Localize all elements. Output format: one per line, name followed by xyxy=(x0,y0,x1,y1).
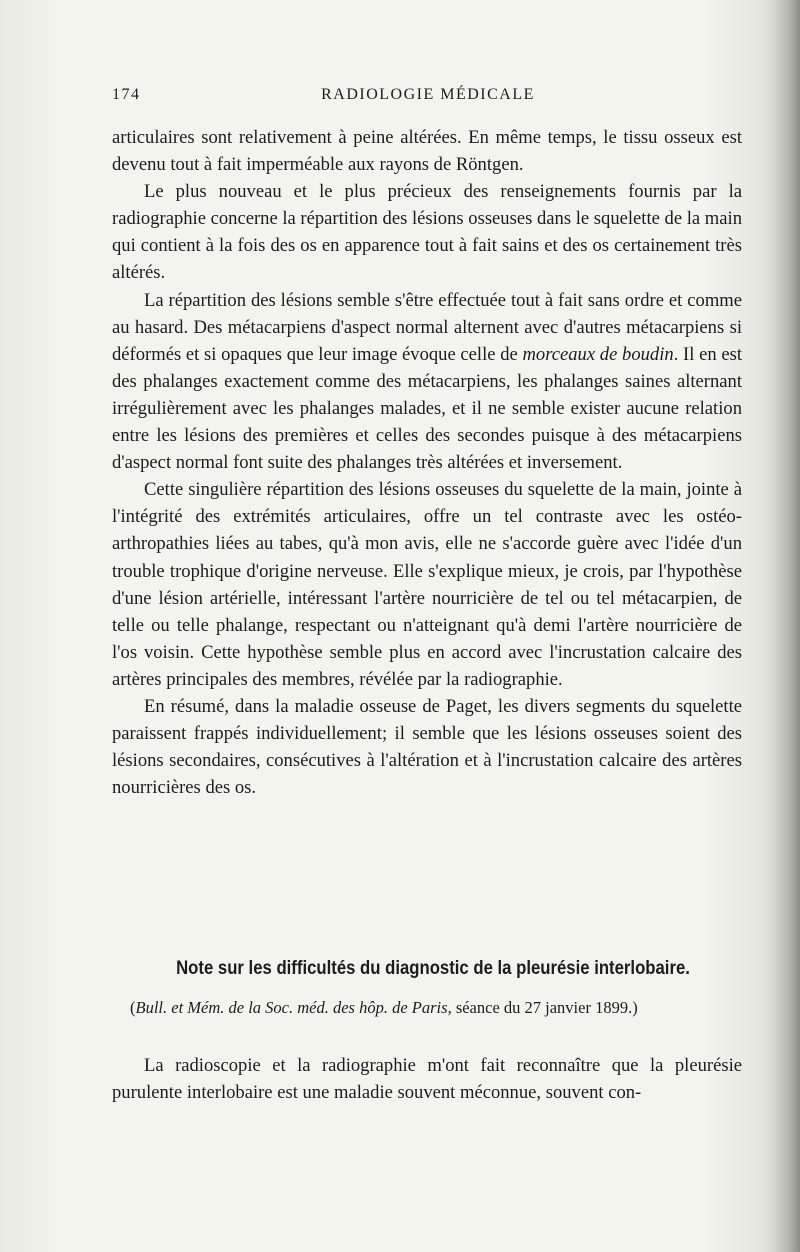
paragraph-2: Le plus nouveau et le plus précieux des renseignements fournis par la radiographie concerne la répartition des lésions osseuses dans le squelette de la main qui contient à la fois des os en apparence tout à fait sains et des os certainement très altérés. xyxy=(112,181,742,284)
running-title: RADIOLOGIE MÉDICALE xyxy=(321,86,535,103)
paragraph-1: articulaires sont relativement à peine altérées. En même temps, le tissu osseux est devenu tout à fait imperméable aux rayons de Röntgen. xyxy=(112,127,742,176)
paragraph-4: Cette singulière répartition des lésions osseuses du squelette de la main, jointe à l'intégrité des extrémités articulaires, offre un tel contraste avec les ostéo-arthropathies liées au tabes, qu'à mon avis, elle ne s'accorde guère avec l'idée d'un trouble trophique d'origine nerveuse. Elle s'explique mieux, je crois, par l'hypothèse d'une lésion artérielle, intéressant l'artère nourricière de tel ou tel métacarpien, de telle ou telle phalange, respectant ou n'atteignant qu'à demi l'artère nourricière de l'os voisin. Cette hypothèse semble plus en accord avec l'incrustation calcaire des artères principales des membres, révélée par la radiographie. xyxy=(112,479,742,690)
citation xyxy=(130,998,742,1018)
citation-open: ( xyxy=(130,998,136,1017)
citation-date: , séance du 27 janvier 1899.) xyxy=(447,998,638,1017)
article-title: Note sur les difficultés du diagnostic de la pleurésie interlobaire. xyxy=(176,958,690,979)
page-edge-shadow xyxy=(772,0,800,1252)
paragraph-3 xyxy=(112,287,742,477)
article-heading xyxy=(112,958,742,1018)
body-text xyxy=(112,124,742,801)
citation-source: Bull. et Mém. de la Soc. méd. des hôp. de Paris xyxy=(135,998,448,1017)
paragraph-5: En résumé, dans la maladie osseuse de Paget, les divers segments du squelette paraissent frappés individuellement; il semble que les lésions osseuses soient des lésions secondaires, consécutives à l'altération et à l'incrustation calcaire des artères nourricières des os. xyxy=(112,695,742,799)
article-intro-paragraph: La radioscopie et la radiographie m'ont fait reconnaître que la pleurésie purulente interlobaire est une maladie souvent méconnue, souvent con- xyxy=(112,1055,742,1104)
paragraph-3-after: . Il en est des phalanges exactement comme des métacarpiens, les phalanges saines alternant irrégulièrement avec les phalanges malades, et il ne semble exister aucune relation entre les lésions des premières et celles des secondes puisque à des métacarpiens d'aspect normal font suite des phalanges très altérées et inversement. xyxy=(112,343,743,474)
article-intro xyxy=(112,1052,742,1106)
paragraph-3-before: La répartition des lésions semble s'être effectuée tout à fait sans ordre et comme au hasard. Des métacarpiens d'aspect normal alternent avec d'autres métacarpiens si déformés et si opaques que leur image évoque celle de xyxy=(112,289,742,365)
paragraph-3-italic: morceaux de boudin xyxy=(522,343,674,365)
running-head xyxy=(112,86,744,110)
page-number: 174 xyxy=(112,86,141,103)
